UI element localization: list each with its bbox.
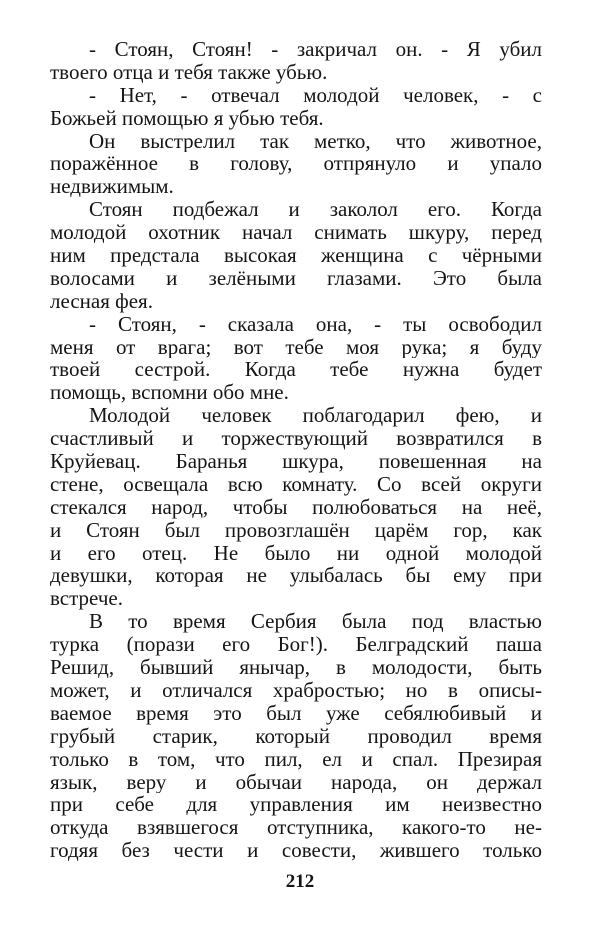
text-line: годяя без чести и совести, жившего только	[50, 839, 542, 863]
text-line: язык, веру и обычаи народа, он держал	[50, 770, 542, 794]
body-text	[50, 38, 542, 862]
text-line: стене, освещала всю комнату. Со всей округи	[50, 472, 542, 496]
text-line: грубый старик, который проводил время	[50, 724, 542, 748]
text-line: Он выстрелил так метко, что животное,	[89, 129, 542, 153]
text-line: Круйевац. Баранья шкура, повешенная на	[50, 450, 542, 473]
text-line: при себе для управления им неизвестно	[50, 793, 542, 817]
text-line: Стоян подбежал и заколол его. Когда	[89, 198, 542, 222]
text-line: встрече.	[50, 587, 123, 611]
text-line: меня от врага; вот тебе моя рука; я буду	[50, 335, 542, 359]
text-line: только в том, что пил, ел и спал. Презирая	[50, 747, 542, 771]
text-line: Молодой человек поблагодарил фею, и	[89, 404, 542, 428]
text-line: ним предстала высокая женщина с чёрными	[50, 244, 542, 267]
text-line: и Стоян был провозглашён царём гор, как	[50, 518, 542, 542]
text-line: турка (порази его Бог!). Белградский паша	[50, 633, 542, 657]
text-line: стекался народ, чтобы полюбоваться на неё,	[50, 495, 542, 519]
text-line: Решид, бывший янычар, в молодости, быть	[50, 656, 542, 679]
text-line: волосами и зелёными глазами. Это была	[50, 266, 542, 290]
text-line: недвижимым.	[50, 175, 174, 199]
text-line: счастливый и торжествующий возвратился в	[50, 427, 542, 451]
text-line: твоей сестрой. Когда тебе нужна будет	[50, 358, 542, 382]
text-line: откуда взявшегося отступника, какого-то не-	[50, 816, 542, 840]
text-line: девушки, которая не улыбалась бы ему при	[50, 564, 542, 588]
text-line: - Нет, - отвечал молодой человек, - с	[89, 83, 542, 107]
text-line: В то время Сербия была под властью	[89, 610, 542, 634]
page-number: 212	[285, 871, 315, 892]
text-line: может, и отличался храбростью; но в описы-	[50, 678, 542, 702]
text-line: Божьей помощью я убью тебя.	[50, 106, 324, 130]
text-line: - Стоян, - сказала она, - ты освободил	[89, 312, 542, 336]
text-line: и его отец. Не было ни одной молодой	[50, 541, 542, 565]
text-line: ваемое время это был уже себялюбивый и	[50, 701, 542, 725]
text-line: лесная фея.	[50, 289, 153, 313]
text-line: - Стоян, Стоян! - закричал он. - Я убил	[89, 38, 542, 61]
text-line: поражённое в голову, отпрянуло и упало	[50, 152, 542, 176]
text-line: молодой охотник начал снимать шкуру, перед	[50, 221, 542, 245]
text-line: помощь, вспомни обо мне.	[50, 381, 289, 405]
text-line: твоего отца и тебя также убью.	[50, 60, 328, 84]
